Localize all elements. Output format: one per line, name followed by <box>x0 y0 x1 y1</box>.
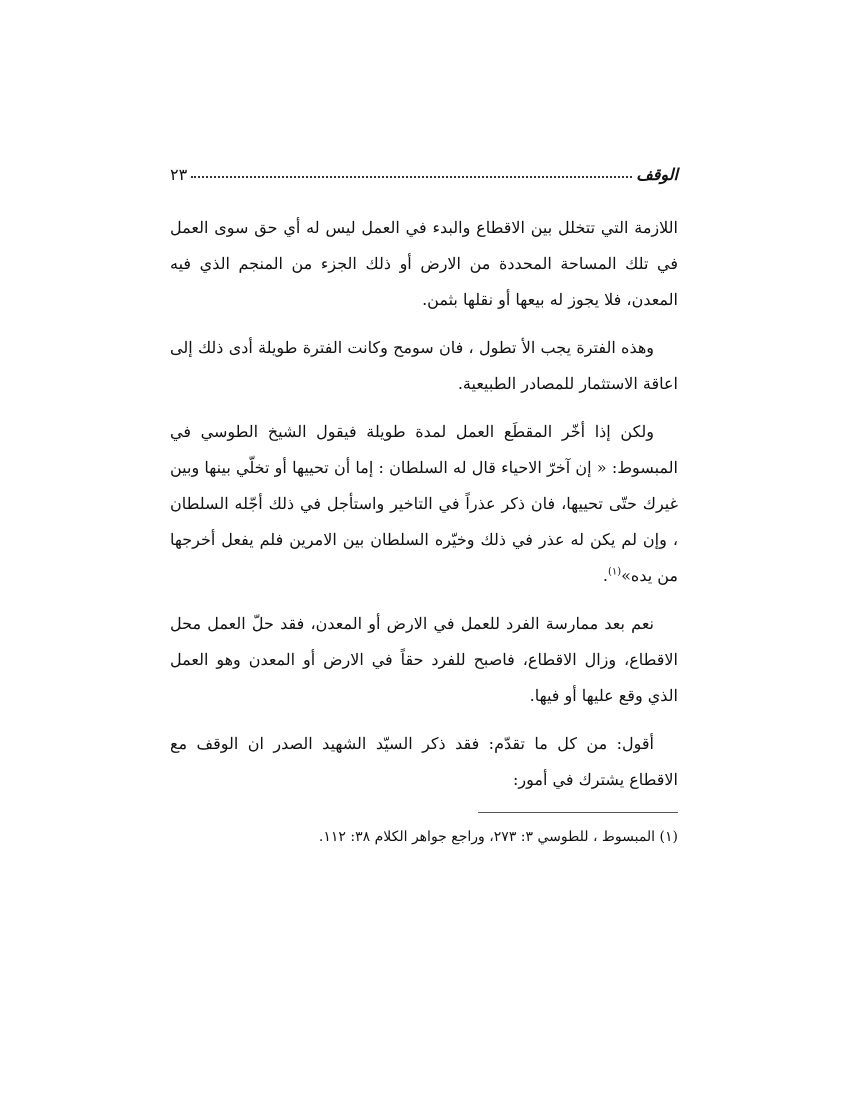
paragraph-3 <box>170 414 678 594</box>
paragraph-3-text: ولكن إذا أخّر المقطَع العمل لمدة طويلة فيقول الشيخ الطوسي في المبسوط: « إن آخرّ الاحياء قال له السلطان : إما أن تحييها أو تخلّي بينها وبين غيرك حتّى تحييها، فان ذكر عذراً في التاخير واستأجل في ذلك أجّله السلطان ، وإن لم يكن له عذر في ذلك وخيّره السلطان بين الامرين فلم يفعل أخرجها من يده» <box>170 422 678 585</box>
footnote: (١) المبسوط ، للطوسي ٣: ٢٧٣، وراجع جواهر الكلام ٣٨: ١١٢. <box>318 829 678 845</box>
chapter-title: الوقف <box>636 165 678 184</box>
footnote-separator <box>478 812 678 813</box>
paragraph-1: اللازمة التي تتخلل بين الاقطاع والبدء في العمل ليس له أي حق سوى العمل في تلك المساحة المحددة من الارض أو ذلك الجزء من المنجم الذي فيه المعدن، فلا يجوز له بيعها أو نقلها بثمن. <box>170 218 679 309</box>
paragraph-4: نعم بعد ممارسة الفرد للعمل في الارض أو المعدن، فقد حلّ العمل محل الاقطاع، وزال الاقطاع، فاصبح للفرد حقاً في الارض أو المعدن وهو العمل الذي وقع عليها أو فيها. <box>170 614 678 705</box>
document-page <box>170 150 678 849</box>
paragraph-5: أقول: من كل ما تقدّم: فقد ذكر السيّد الشهيد الصدر ان الوقف مع الاقطاع يشترك في أمور: <box>170 734 678 789</box>
body-text <box>170 210 678 798</box>
running-header <box>170 150 678 184</box>
footnote-reference[interactable]: (١) <box>607 566 622 578</box>
paragraph-2: وهذه الفترة يجب الأ تطول ، فان سومح وكانت الفترة طويلة أدى ذلك إلى اعاقة الاستثمار للمصادر الطبيعية. <box>170 338 678 393</box>
paragraph-3-end: . <box>602 566 608 585</box>
page-number: ٢٣ <box>170 165 188 184</box>
header-dotted-leader <box>191 175 632 178</box>
